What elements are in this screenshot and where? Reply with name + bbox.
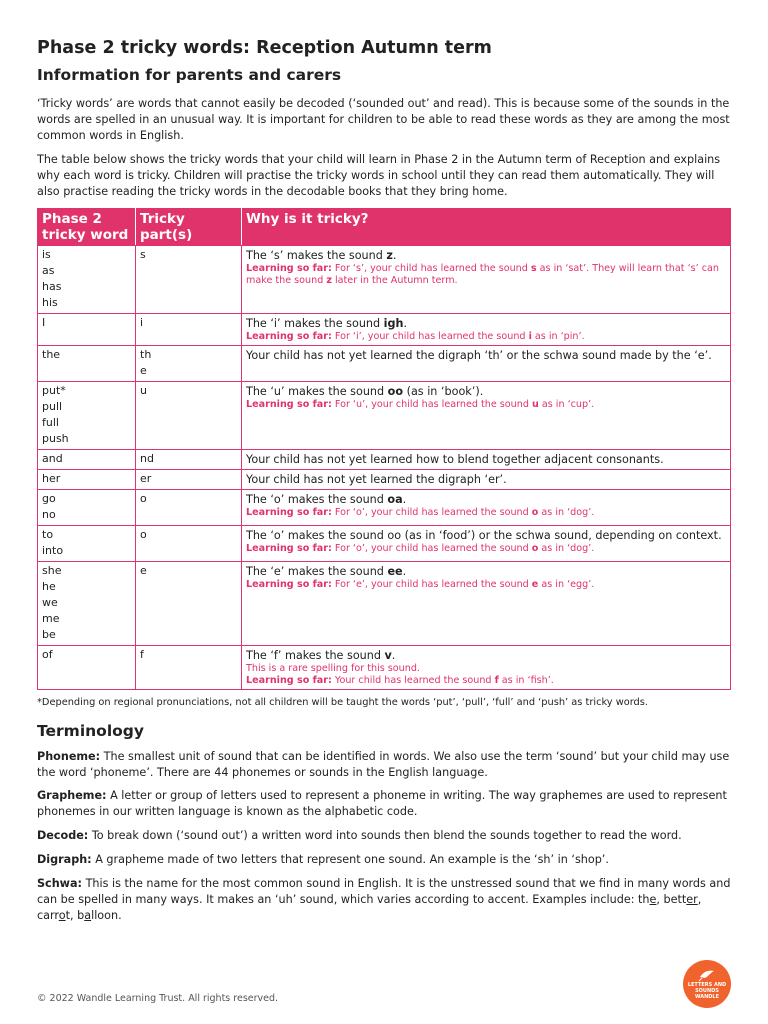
tricky-word: go	[42, 492, 56, 505]
tricky-word: I	[42, 316, 46, 329]
learning-note	[246, 399, 726, 411]
column-header-word: Phase 2 tricky word	[38, 209, 136, 246]
tricky-part-cell	[136, 562, 242, 646]
explanation-cell	[242, 450, 731, 470]
explanation-cell	[242, 526, 731, 562]
note-text: For ‘u’, your child has learned the sound	[331, 399, 532, 410]
note-text: as in ‘sat’. They will learn that ‘s’ can make the sound	[246, 263, 719, 286]
sound-highlight: ee	[387, 565, 403, 578]
tricky-word: her	[42, 472, 61, 485]
explanation-main	[246, 316, 726, 331]
tricky-word: is	[42, 248, 51, 261]
tricky-word-cell	[38, 450, 136, 470]
note-text: For ‘e’, your child has learned the sound	[331, 579, 532, 590]
table-row	[38, 646, 731, 690]
note-text: as in ‘pin’.	[531, 331, 585, 342]
note-label: Learning so far:	[246, 543, 332, 554]
tricky-word: pull	[42, 400, 63, 413]
table-row	[38, 470, 731, 490]
table-row	[38, 346, 731, 382]
term-grapheme	[37, 788, 731, 820]
explanation-text: .	[391, 649, 396, 662]
column-header-why: Why is it tricky?	[242, 209, 731, 246]
note-text: as in ‘egg’.	[538, 579, 595, 590]
learning-note	[246, 543, 726, 555]
term-definition: To break down (‘sound out’) a written word into sounds then blend the sounds together to read the word.	[88, 829, 682, 842]
tricky-part-cell	[136, 646, 242, 690]
note-text: as in ‘dog’.	[538, 507, 595, 518]
learning-note	[246, 263, 726, 287]
tricky-part-cell	[136, 526, 242, 562]
explanation-main	[246, 648, 726, 663]
page-title: Phase 2 tricky words: Reception Autumn term	[37, 38, 492, 58]
explanation-cell	[242, 314, 731, 346]
tricky-part-cell	[136, 450, 242, 470]
note-text: For ‘o’, your child has learned the sound	[331, 507, 532, 518]
tricky-part: i	[140, 316, 144, 329]
table-header-row	[38, 209, 731, 246]
tricky-word-cell	[38, 346, 136, 382]
learning-note	[246, 663, 726, 675]
explanation-text: Your child has not yet learned the digraph ‘er’.	[246, 473, 507, 486]
tricky-word: has	[42, 280, 62, 293]
tricky-part-cell	[136, 490, 242, 526]
explanation-main	[246, 248, 726, 263]
explanation-text: The ‘u’ makes the sound	[246, 385, 388, 398]
sound-highlight: z	[326, 275, 332, 286]
tricky-word: of	[42, 648, 53, 661]
note-label: Learning so far:	[246, 331, 332, 342]
explanation-main	[246, 528, 726, 543]
explanation-text: The ‘i’ makes the sound	[246, 317, 384, 330]
explanation-text: Your child has not yet learned how to blend together adjacent consonants.	[246, 453, 664, 466]
column-header-parts: Tricky part(s)	[136, 209, 242, 246]
intro-paragraph-1: ‘Tricky words’ are words that cannot easily be decoded (‘sounded out’ and read). This is because some of the sounds in the words are spelled in an unusual way. It is important for children to be able to read these words as they are among the most common words in English.	[37, 97, 730, 142]
term-label: Decode:	[37, 829, 89, 842]
tricky-word: push	[42, 432, 69, 445]
tricky-word: his	[42, 296, 58, 309]
term-digraph	[37, 852, 731, 868]
tricky-word: he	[42, 580, 56, 593]
tricky-word-cell	[38, 382, 136, 450]
tricky-word: as	[42, 264, 55, 277]
table-row	[38, 450, 731, 470]
learning-note	[246, 675, 726, 687]
sound-highlight: u	[531, 399, 539, 410]
tricky-part: f	[140, 648, 144, 661]
note-text: as in ‘cup’.	[538, 399, 595, 410]
explanation-main	[246, 564, 726, 579]
sound-highlight: oa	[387, 493, 403, 506]
term-label: Schwa:	[37, 877, 83, 890]
tricky-part: e	[140, 364, 147, 377]
tricky-part: s	[140, 248, 146, 261]
table-row	[38, 314, 731, 346]
term-decode	[37, 828, 731, 844]
tricky-words-table	[37, 208, 731, 690]
tricky-part-cell	[136, 314, 242, 346]
tricky-part: er	[140, 472, 152, 485]
note-label: Learning so far:	[246, 399, 332, 410]
explanation-text: The ‘o’ makes the sound	[246, 493, 388, 506]
term-definition: The smallest unit of sound that can be identified in words. We also use the term ‘sound’ but your child may use the word ‘phoneme’. There are 44 phonemes or sounds in the English language.	[37, 750, 730, 779]
explanation-main	[246, 384, 726, 399]
term-definition: A grapheme made of two letters that represent one sound. An example is the ‘sh’ in ‘shop’.	[91, 853, 609, 866]
logo-text-1: LETTERS AND	[687, 982, 727, 988]
note-text: Your child has learned the sound	[331, 675, 495, 686]
term-label: Digraph:	[37, 853, 92, 866]
term-label: Phoneme:	[37, 750, 101, 763]
tricky-word-cell	[38, 490, 136, 526]
table-row	[38, 562, 731, 646]
tricky-word: she	[42, 564, 62, 577]
tricky-part: nd	[140, 452, 154, 465]
note-label: Learning so far:	[246, 263, 332, 274]
note-text: later in the Autumn term.	[331, 275, 458, 286]
explanation-main	[246, 452, 726, 467]
note-label: Learning so far:	[246, 579, 332, 590]
tricky-word-cell	[38, 246, 136, 314]
explanation-main	[246, 472, 726, 487]
table-row	[38, 490, 731, 526]
tricky-word: be	[42, 628, 56, 641]
tricky-word-cell	[38, 562, 136, 646]
sound-highlight: o	[531, 507, 539, 518]
tricky-word-cell	[38, 646, 136, 690]
sound-highlight: f	[494, 675, 499, 686]
term-definition: A letter or group of letters used to represent a phoneme in writing. The way graphemes are used to represent phonemes in our written language is known as the alphabetic code.	[37, 789, 727, 818]
explanation-main	[246, 348, 726, 363]
note-text: as in ‘dog’.	[538, 543, 595, 554]
tricky-part: u	[140, 384, 147, 397]
tricky-part-cell	[136, 382, 242, 450]
explanation-text: The ‘s’ makes the sound	[246, 249, 387, 262]
terminology-heading: Terminology	[37, 722, 144, 740]
tricky-word: into	[42, 544, 64, 557]
explanation-text: The ‘f’ makes the sound	[246, 649, 385, 662]
intro-paragraph-2: The table below shows the tricky words that your child will learn in Phase 2 in the Autumn term of Reception and explains why each word is tricky. Children will practise the tricky words in school until they can read them automatically. They will also practise reading the tricky words in the decodable books that they bring home.	[37, 153, 721, 198]
tricky-part: o	[140, 528, 147, 541]
explanation-text: .	[402, 493, 407, 506]
term-phoneme	[37, 749, 731, 781]
letters-and-sounds-logo	[683, 960, 731, 1008]
explanation-cell	[242, 490, 731, 526]
sound-highlight: oo	[387, 385, 404, 398]
tricky-part: e	[140, 564, 147, 577]
sound-highlight: e	[531, 579, 539, 590]
learning-note	[246, 507, 726, 519]
tricky-word: me	[42, 612, 60, 625]
explanation-cell	[242, 382, 731, 450]
sound-highlight: s	[530, 263, 537, 274]
footnote: *Depending on regional pronunciations, not all children will be taught the words ‘put’, ‘pull’, ‘full’ and ‘push’ as tricky words.	[37, 697, 648, 708]
note-text: as in ‘fish’.	[498, 675, 554, 686]
tricky-word: full	[42, 416, 59, 429]
tricky-word-cell	[38, 314, 136, 346]
bird-icon	[698, 968, 716, 982]
sound-highlight: z	[386, 249, 393, 262]
sound-highlight: igh	[383, 317, 404, 330]
learning-note	[246, 579, 726, 591]
explanation-text: (as in ‘book’).	[403, 385, 484, 398]
explanation-text: The ‘o’ makes the sound oo (as in ‘food’) or the schwa sound, depending on context.	[246, 529, 722, 542]
tricky-word: no	[42, 508, 56, 521]
explanation-text: .	[402, 565, 407, 578]
explanation-cell	[242, 470, 731, 490]
table-row	[38, 246, 731, 314]
term-schwa: Schwa: This is the name for the most common sound in English. It is the unstressed sound that we find in many words and can be spelled in many ways. It makes an ‘uh’ sound, which varies according to accent. Examples include: the, better, carrot, balloon.	[37, 877, 731, 922]
table-row	[38, 382, 731, 450]
tricky-word: we	[42, 596, 58, 609]
tricky-word-cell	[38, 470, 136, 490]
explanation-cell	[242, 646, 731, 690]
note-label: Learning so far:	[246, 675, 332, 686]
note-text: For ‘o’, your child has learned the sound	[331, 543, 532, 554]
explanation-cell	[242, 246, 731, 314]
tricky-word: the	[42, 348, 61, 361]
tricky-part-cell	[136, 246, 242, 314]
term-label: Grapheme:	[37, 789, 107, 802]
tricky-part-cell	[136, 470, 242, 490]
copyright-notice: © 2022 Wandle Learning Trust. All rights reserved.	[37, 993, 279, 1004]
explanation-text: Your child has not yet learned the digraph ‘th’ or the schwa sound made by the ‘e’.	[246, 349, 712, 362]
note-text: This is a rare spelling for this sound.	[246, 663, 420, 674]
note-text: For ‘s’, your child has learned the sound	[331, 263, 531, 274]
sound-highlight: o	[531, 543, 539, 554]
tricky-part: o	[140, 492, 147, 505]
explanation-text: .	[403, 317, 408, 330]
tricky-word: and	[42, 452, 63, 465]
learning-note	[246, 331, 726, 343]
tricky-word-cell	[38, 526, 136, 562]
tricky-word: to	[42, 528, 54, 541]
explanation-text: The ‘e’ makes the sound	[246, 565, 388, 578]
explanation-cell	[242, 562, 731, 646]
sound-highlight: v	[384, 649, 392, 662]
note-label: Learning so far:	[246, 507, 332, 518]
explanation-text: .	[392, 249, 397, 262]
logo-text-3: WANDLE	[694, 994, 720, 1000]
tricky-word: put*	[42, 384, 66, 397]
tricky-part-cell	[136, 346, 242, 382]
explanation-main	[246, 492, 726, 507]
page-subtitle: Information for parents and carers	[37, 66, 342, 84]
tricky-part: th	[140, 348, 152, 361]
logo-text-2: SOUNDS	[695, 988, 719, 994]
sound-highlight: i	[528, 331, 532, 342]
table-row	[38, 526, 731, 562]
explanation-cell	[242, 346, 731, 382]
note-text: For ‘i’, your child has learned the sound	[331, 331, 529, 342]
